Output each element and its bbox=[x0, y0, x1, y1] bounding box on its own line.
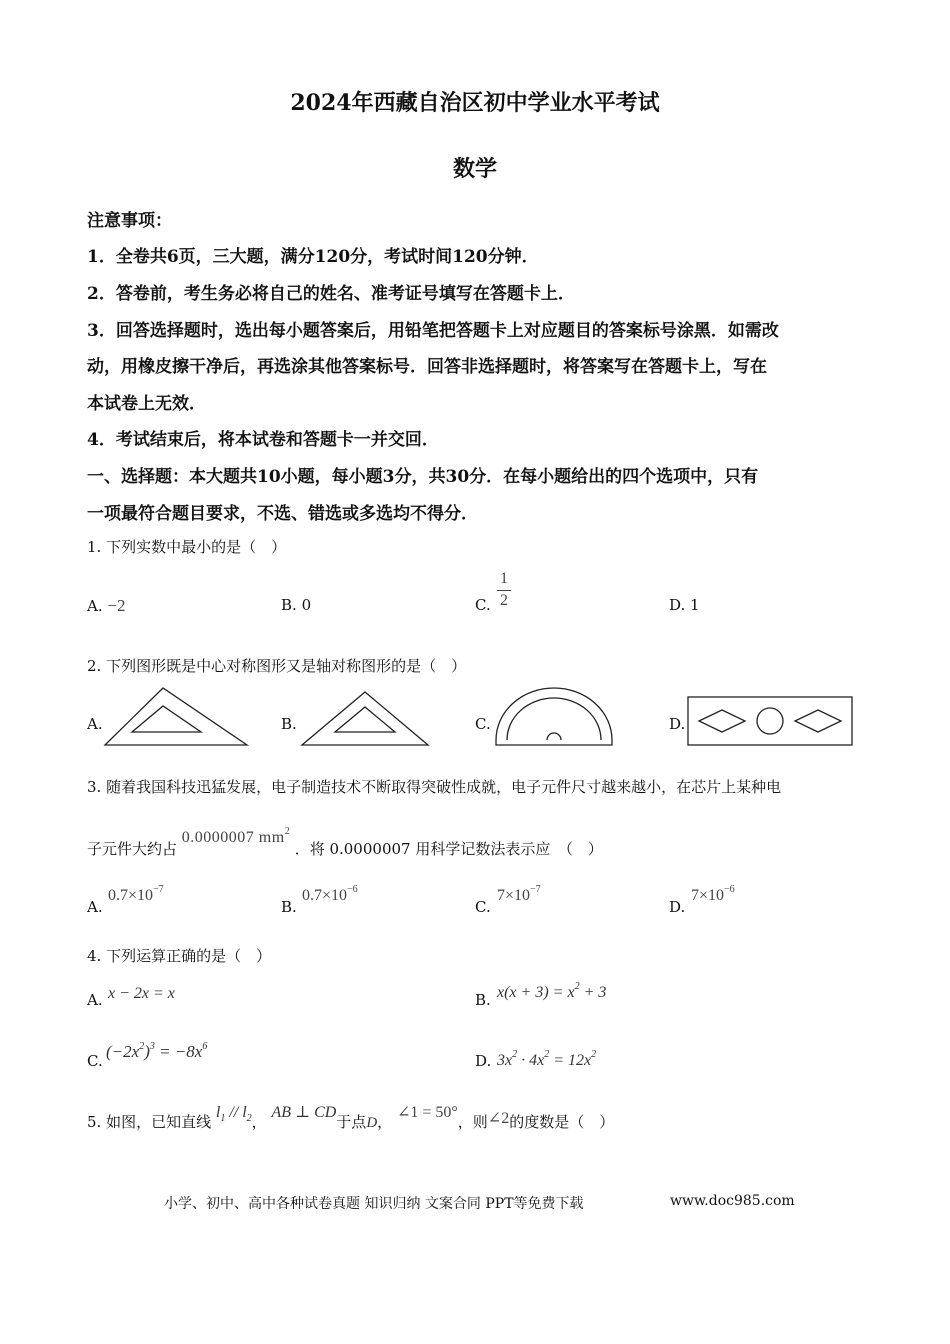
subscript: 1 bbox=[220, 1113, 226, 1124]
q3-option-d-expr bbox=[691, 884, 735, 905]
protractor-center-notch bbox=[547, 733, 561, 740]
q4-option-c-expr bbox=[106, 1041, 207, 1062]
subscript: 2 bbox=[246, 1113, 252, 1124]
footer-text: 小学、初中、高中各种试卷真题 知识归纳 文案合同 PPT等免费下载 bbox=[164, 1196, 584, 1212]
q4-option-b-expr bbox=[497, 981, 606, 1002]
outer-rectangle bbox=[688, 697, 852, 745]
q5-parallel-lines bbox=[215, 1104, 252, 1124]
exponent: 2 bbox=[574, 981, 580, 992]
q1-option-c bbox=[475, 596, 491, 614]
q5-perpendicular: AB ⊥ CD bbox=[271, 1104, 337, 1121]
q5-point: D bbox=[366, 1115, 378, 1131]
exponent: 2 bbox=[591, 1049, 597, 1060]
exponent: −7 bbox=[530, 884, 541, 895]
fraction-bar bbox=[497, 590, 511, 591]
parallel-sign: // bbox=[225, 1104, 243, 1121]
expr-part: ) bbox=[144, 1042, 150, 1061]
q3-stem-quantity bbox=[181, 826, 295, 846]
q3-unit: mm bbox=[258, 829, 285, 846]
protractor-inner-arc bbox=[507, 698, 601, 740]
q3-unit-exponent: 2 bbox=[284, 826, 291, 837]
option-label: A. bbox=[87, 597, 103, 615]
q4-option-b-label: B. bbox=[475, 991, 491, 1009]
q1-b-value: 0 bbox=[301, 596, 312, 614]
q2-c-figure bbox=[494, 688, 614, 746]
q3-option-c-expr bbox=[497, 884, 541, 905]
q1-a-value: −2 bbox=[107, 596, 126, 615]
left-rhombus bbox=[699, 710, 745, 732]
exponent: 2 bbox=[512, 1049, 518, 1060]
question-2-stem: 2. 下列图形既是中心对称图形又是轴对称图形的是（ ） bbox=[87, 657, 467, 675]
expr-part: (−2x bbox=[106, 1042, 140, 1061]
section-heading-line-1: 一、选择题：本大题共10小题，每小题3分，共30分．在每小题给出的四个选项中，只有 bbox=[87, 467, 759, 487]
fraction-denominator: 2 bbox=[500, 592, 508, 609]
notes-item-3-line-3: 本试卷上无效． bbox=[87, 394, 206, 414]
q2-option-d-label: D. bbox=[669, 715, 686, 733]
q5-stem-suffix: 的度数是（ ） bbox=[509, 1113, 615, 1131]
center-circle bbox=[757, 708, 783, 734]
right-rhombus bbox=[795, 710, 841, 732]
expr-part: x(x + 3) = x bbox=[497, 984, 575, 1001]
q5-stem-prefix: 5. 如图，已知直线 bbox=[87, 1113, 212, 1131]
notes-item-1: 1．全卷共6页，三大题，满分120分，考试时间120分钟． bbox=[87, 247, 539, 267]
q2-d-figure bbox=[687, 696, 853, 746]
expr-part: + 3 bbox=[579, 984, 607, 1001]
mantissa: 0.7×10 bbox=[302, 887, 348, 904]
q3-option-b-expr bbox=[302, 884, 358, 905]
notes-item-4: 4．考试结束后，将本试卷和答题卡一并交回． bbox=[87, 430, 439, 450]
triangle-inner bbox=[335, 707, 395, 732]
q4-option-d-label: D. bbox=[475, 1052, 492, 1070]
q2-option-a-label: A. bbox=[87, 715, 103, 733]
question-3-stem-line-2 bbox=[87, 826, 603, 859]
exam-title: 2024年西藏自治区初中学业水平考试 bbox=[290, 90, 660, 116]
line-l2: l bbox=[242, 1104, 247, 1121]
exponent: −6 bbox=[347, 884, 358, 895]
expr-part: · 4x bbox=[517, 1052, 545, 1069]
q2-a-figure bbox=[103, 686, 249, 746]
comma: ， bbox=[251, 1113, 267, 1131]
q5-text: ，则 bbox=[457, 1113, 488, 1131]
subject-title: 数学 bbox=[452, 156, 497, 182]
protractor-outer bbox=[496, 688, 612, 745]
q3-value: 0.0000007 bbox=[181, 829, 255, 846]
q2-option-b-label: B. bbox=[281, 715, 297, 733]
expr-part: = 12x bbox=[549, 1052, 592, 1069]
q5-text: 于点 bbox=[336, 1113, 367, 1131]
q5-angle-2: ∠2 bbox=[487, 1110, 510, 1127]
q4-option-a-label: A. bbox=[87, 991, 103, 1009]
q1-option-b bbox=[281, 596, 311, 614]
q2-option-c-label: C. bbox=[475, 715, 491, 733]
notes-item-2: 2．答卷前，考生务必将自己的姓名、准考证号填写在答题卡上． bbox=[87, 284, 575, 304]
question-4-stem: 4. 下列运算正确的是（ ） bbox=[87, 947, 272, 965]
exponent: 3 bbox=[149, 1041, 155, 1052]
expr-part: = −8x bbox=[154, 1042, 203, 1061]
q2-b-figure bbox=[300, 690, 430, 746]
question-1-stem: 1. 下列实数中最小的是（ ） bbox=[87, 538, 287, 556]
set-square-inner bbox=[132, 706, 201, 732]
mantissa: 7×10 bbox=[497, 887, 531, 904]
q4-option-c-label: C. bbox=[87, 1052, 103, 1070]
exponent: 6 bbox=[202, 1041, 208, 1052]
question-5-stem bbox=[87, 1104, 615, 1134]
q3-option-a-expr bbox=[108, 884, 164, 905]
option-label: C. bbox=[475, 596, 491, 614]
q3-option-a-label: A. bbox=[87, 898, 103, 916]
q3-stem-prefix: 子元件大约占 bbox=[87, 840, 178, 858]
mantissa: 0.7×10 bbox=[108, 887, 154, 904]
notes-item-3-line-2: 动，用橡皮擦干净后，再选涂其他答案标号．回答非选择题时，将答案写在答题卡上，写在 bbox=[87, 357, 767, 377]
q1-option-a bbox=[87, 596, 125, 616]
q1-option-d bbox=[669, 596, 700, 614]
comma: ， bbox=[377, 1113, 393, 1131]
expr-part: 3x bbox=[497, 1052, 513, 1069]
fraction-numerator: 1 bbox=[500, 570, 508, 587]
q4-option-d-expr bbox=[497, 1049, 596, 1070]
exponent: −7 bbox=[153, 884, 164, 895]
section-heading-line-2: 一项最符合题目要求，不选、错选或多选均不得分． bbox=[87, 504, 478, 524]
q1-d-value: 1 bbox=[690, 596, 700, 614]
set-square-outer bbox=[105, 688, 247, 745]
question-3-stem-line-1: 3. 随着我国科技迅猛发展，电子制造技术不断取得突破性成就，电子元件尺寸越来越小，在芯片上某种电 bbox=[87, 778, 782, 796]
option-label: D. bbox=[669, 596, 686, 614]
triangle-outer bbox=[302, 692, 428, 745]
mantissa: 7×10 bbox=[691, 887, 725, 904]
q4-option-a-expr: x − 2x = x bbox=[108, 985, 175, 1002]
q3-option-b-label: B. bbox=[281, 898, 297, 916]
exponent: 2 bbox=[139, 1041, 145, 1052]
notes-item-3-line-1: 3．回答选择题时，选出每小题答案后，用铅笔把答题卡上对应题目的答案标号涂黑．如需改 bbox=[87, 321, 779, 341]
exponent: −6 bbox=[724, 884, 735, 895]
notes-heading: 注意事项： bbox=[87, 211, 172, 231]
footer-site-link[interactable]: www.doc985.com bbox=[670, 1193, 795, 1209]
option-label: B. bbox=[281, 596, 297, 614]
q5-angle-1: ∠1 = 50° bbox=[396, 1104, 458, 1121]
line-l1: l bbox=[215, 1104, 221, 1121]
q3-option-c-label: C. bbox=[475, 898, 491, 916]
q1-c-fraction bbox=[497, 570, 511, 610]
q3-stem-suffix: ．将 0.0000007 用科学记数法表示应 （ ） bbox=[294, 840, 603, 858]
exponent: 2 bbox=[544, 1049, 550, 1060]
q3-option-d-label: D. bbox=[669, 898, 686, 916]
